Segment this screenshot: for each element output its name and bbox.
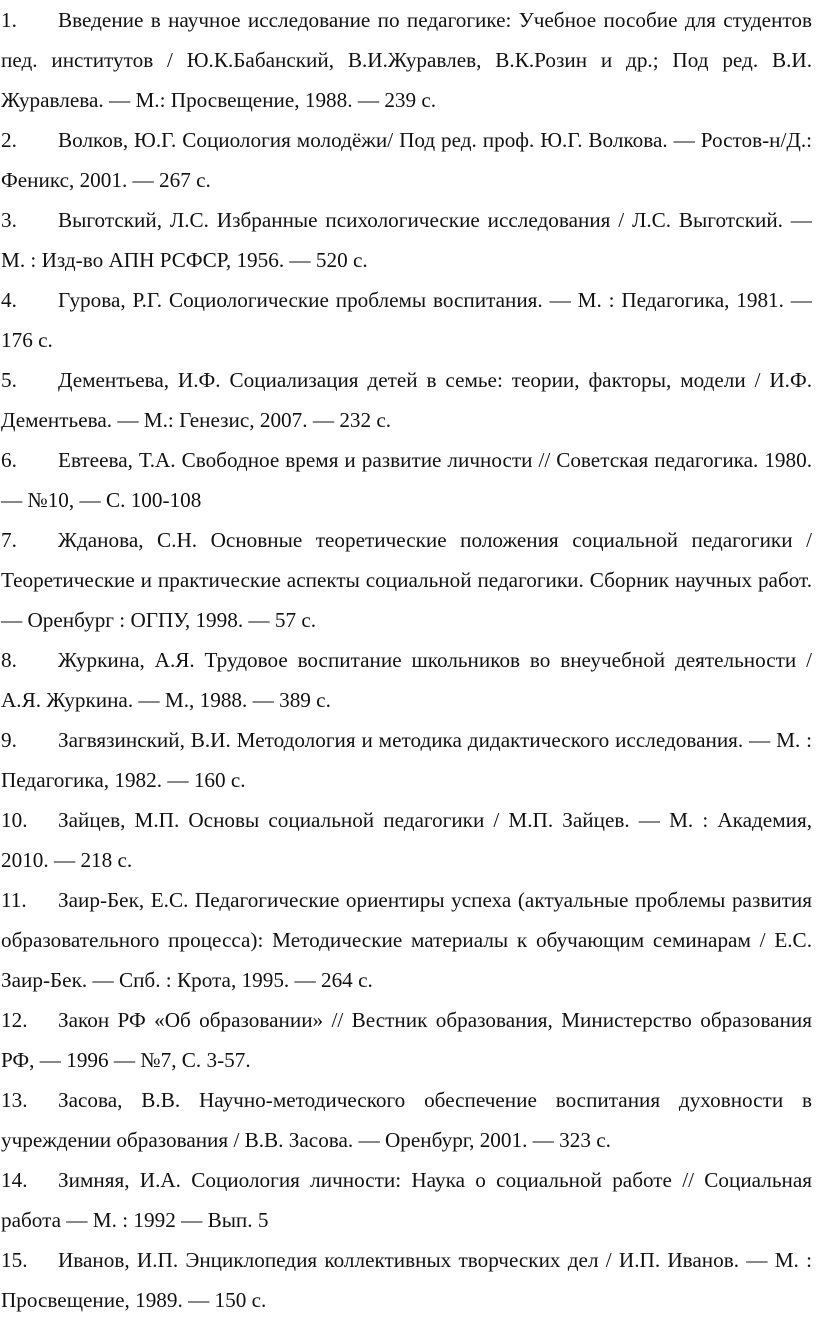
reference-item (1, 360, 812, 440)
reference-text: Волков, Ю.Г. Социология молодёжи/ Под ред. проф. Ю.Г. Волкова. — Ростов-н/Д.: Феникс, 2001. — 267 с. (1, 128, 812, 192)
reference-item (1, 640, 812, 720)
reference-number: 6. (1, 448, 17, 472)
reference-number: 9. (1, 728, 17, 752)
reference-text: Заир-Бек, Е.С. Педагогические ориентиры успеха (актуальные проблемы развития образовательного процесса): Методические материалы к обучающим семинарам / Е.С. Заир-Бек. — Спб. : Крота, 1995. — 264 с. (1, 888, 812, 992)
reference-item (1, 200, 812, 280)
reference-number: 3. (1, 208, 17, 232)
reference-number: 1. (1, 8, 17, 32)
reference-number: 4. (1, 288, 17, 312)
reference-number: 14. (1, 1168, 28, 1192)
reference-item (1, 0, 812, 120)
reference-number: 13. (1, 1088, 28, 1112)
reference-item (1, 120, 812, 200)
reference-text: Евтеева, Т.А. Свободное время и развитие личности // Советская педагогика. 1980. — №10, — С. 100-108 (1, 448, 812, 512)
reference-item (1, 280, 812, 360)
reference-number: 7. (1, 528, 17, 552)
reference-item (1, 1160, 812, 1240)
reference-item (1, 1240, 812, 1320)
reference-number: 12. (1, 1008, 28, 1032)
reference-item (1, 1000, 812, 1080)
reference-number: 5. (1, 368, 17, 392)
reference-number: 15. (1, 1248, 28, 1272)
reference-number: 8. (1, 648, 17, 672)
reference-item (1, 880, 812, 1000)
reference-item (1, 440, 812, 520)
reference-text: Журкина, А.Я. Трудовое воспитание школьников во внеучебной деятельности / А.Я. Журкина. — М., 1988. — 389 с. (1, 648, 812, 712)
reference-item (1, 1080, 812, 1160)
reference-number: 2. (1, 128, 17, 152)
reference-text: Загвязинский, В.И. Методология и методика дидактического исследования. — М. : Педагогика, 1982. — 160 с. (1, 728, 812, 792)
reference-text: Жданова, С.Н. Основные теоретические положения социальной педагогики / Теоретические и практические аспекты социальной педагогики. Сборник научных работ. — Оренбург : ОГПУ, 1998. — 57 с. (1, 528, 812, 632)
reference-text: Дементьева, И.Ф. Социализация детей в семье: теории, факторы, модели / И.Ф. Дементьева. ― М.: Генезис, 2007. ― 232 с. (1, 368, 812, 432)
reference-item (1, 520, 812, 640)
reference-text: Зимняя, И.А. Социология личности: Наука о социальной работе // Социальная работа — М. : 1992 — Вып. 5 (1, 1168, 812, 1232)
reference-text: Введение в научное исследование по педагогике: Учебное пособие для студентов пед. институтов / Ю.К.Бабанский, В.И.Журавлев, В.К.Розин и др.; Под ред. В.И. Журавлева. — М.: Просвещение, 1988. — 239 с. (1, 8, 812, 112)
reference-text: Засова, В.В. Научно-методического обеспечение воспитания духовности в учреждении образования / В.В. Засова. — Оренбург, 2001. — 323 с. (1, 1088, 812, 1152)
reference-item (1, 720, 812, 800)
reference-text: Выготский, Л.С. Избранные психологические исследования / Л.С. Выготский. — М. : Изд-во АПН РСФСР, 1956. — 520 с. (1, 208, 812, 272)
reference-item (1, 800, 812, 880)
reference-number: 11. (1, 888, 27, 912)
reference-text: Иванов, И.П. Энциклопедия коллективных творческих дел / И.П. Иванов. — М. : Просвещение, 1989. — 150 с. (1, 1248, 812, 1312)
reference-text: Гурова, Р.Г. Социологические проблемы воспитания. — М. : Педагогика, 1981. — 176 с. (1, 288, 812, 352)
reference-list (1, 0, 812, 1320)
reference-text: Закон РФ «Об образовании» // Вестник образования, Министерство образования РФ, — 1996 — №7, С. 3-57. (1, 1008, 812, 1072)
reference-number: 10. (1, 808, 28, 832)
reference-text: Зайцев, М.П. Основы социальной педагогики / М.П. Зайцев. — М. : Академия, 2010. — 218 с. (1, 808, 812, 872)
